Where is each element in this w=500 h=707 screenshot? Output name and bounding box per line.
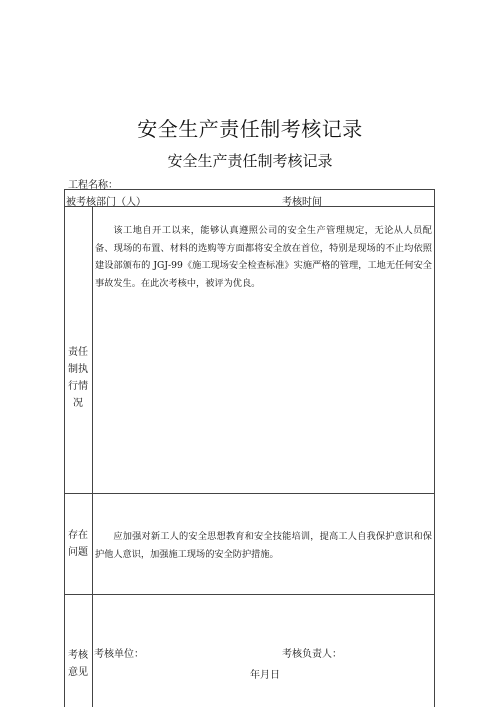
project-name-label: 工程名称：: [68, 180, 118, 191]
assessment-unit-label: 考核单位：: [94, 649, 144, 660]
assessment-person-label: 考核负责人：: [282, 649, 342, 660]
section1-label: 责任 制执 行情 况: [68, 347, 88, 409]
time-header: 考核时间: [282, 197, 322, 208]
date-label: 年月日: [250, 670, 280, 681]
section2-text: 应加强对新工人的安全思想教育和安全技能培训，提高工人自我保护意识和保护他人意识，加强施工现场的安全防护措施。: [95, 531, 432, 560]
label-column-divider: [92, 206, 93, 707]
section1-divider: [64, 493, 435, 494]
section3-label: 考核 意见: [68, 650, 88, 678]
section1-text: 该工地自开工以来，能够认真遵照公司的安全生产管理规定，无论从人员配备、现场的布置、材料的选购等方面都将安全放在首位，特别是现场的不止均依照建设部颁布的 JGJ-99《施工现场安全检查标准》实施严格的管理，工地无任何安全事故发生。在此次考核中，被评为优良。: [95, 225, 432, 289]
page-title: 安全生产责任制考核记录: [137, 117, 363, 141]
page-subtitle: 安全生产责任制考核记录: [167, 152, 333, 170]
section2-divider: [64, 594, 435, 595]
section2-label: 存在 问题: [68, 530, 88, 558]
dept-header: 被考核部门（人）: [66, 197, 146, 208]
